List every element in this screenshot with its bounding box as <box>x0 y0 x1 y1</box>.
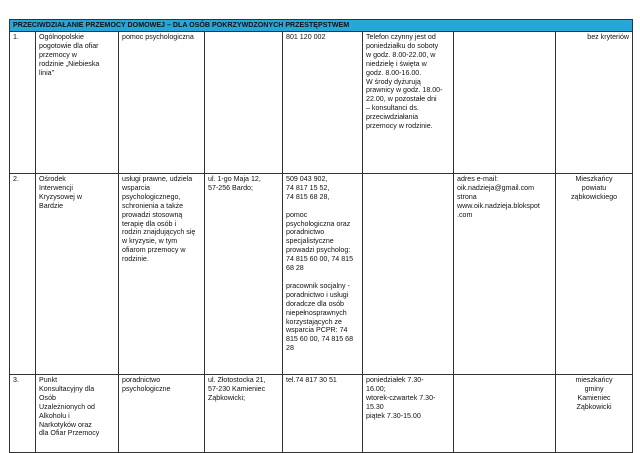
services-table <box>9 19 633 453</box>
table-row <box>10 375 633 453</box>
table-row <box>10 174 633 375</box>
contact-cell <box>454 375 556 453</box>
phone-cell: 801 120 002 <box>283 32 363 174</box>
services-cell: poradnictwo psychologiczne <box>119 375 205 453</box>
address-cell: ul. 1-go Maja 12, 57-256 Bardo; <box>205 174 283 375</box>
services-cell: usługi prawne, udziela wsparcia psychologicznego, schronienia a także prowadzi stosowną terapię dla osób i rodzin znajdujących się w kryzysie, w tym ofiarom przemocy w rodzinie. <box>119 174 205 375</box>
table-header-row <box>10 20 633 32</box>
institution-name: Punkt Konsultacyjny dla Osób Uzależnionych od Alkoholu i Narkotyków oraz dla Ofiar Przemocy <box>36 375 119 453</box>
address-cell: ul. Złotostocka 21, 57-230 Kamieniec Ząbkowicki; <box>205 375 283 453</box>
phone-cell: tel.74 817 30 51 <box>283 375 363 453</box>
row-number: 2. <box>10 174 36 375</box>
table-title: PRZECIWDZIAŁANIE PRZEMOCY DOMOWEJ – DLA OSÓB POKRZYWDZONYCH PRZESTĘPSTWEM <box>10 20 633 32</box>
address-cell <box>205 32 283 174</box>
contact-cell: adres e-mail: oik.nadzieja@gmail.com strona www.oik.nadzieja.blokspot .com <box>454 174 556 375</box>
services-cell: pomoc psychologiczna <box>119 32 205 174</box>
row-number: 3. <box>10 375 36 453</box>
hours-cell: Telefon czynny jest od poniedziałku do soboty w godz. 8.00-22.00, w niedzielę i święta w godz. 8.00-16.00. W środy dyżurują prawnicy w godz. 18.00- 22.00, w pozostałe dni – konsultanci ds. przeciwdziałania przemocy w rodzinie. <box>363 32 454 174</box>
phone-cell: 509 043 902, 74 817 15 52, 74 815 68 28, pomoc psychologiczna oraz poradnictwo specjalistyczne prowadzi psycholog: 74 815 60 00, 74 815 68 28 pracownik socjalny - poradnictwo i usługi doradcze dla osób niepełnosprawnych korzystających ze wsparcia PCPR: 74 815 60 00, 74 815 68 28 <box>283 174 363 375</box>
institution-name: Ośrodek Interwencji Kryzysowej w Bardzie <box>36 174 119 375</box>
institution-name: Ogólnopolskie pogotowie dla ofiar przemocy w rodzinie „Niebieska linia” <box>36 32 119 174</box>
hours-cell: poniedziałek 7.30- 16.00; wtorek-czwartek 7.30- 15.30 piątek 7.30-15.00 <box>363 375 454 453</box>
table-row <box>10 32 633 174</box>
criteria-cell: mieszkańcy gminy Kamieniec Ząbkowicki <box>556 375 633 453</box>
contact-cell <box>454 32 556 174</box>
row-number: 1. <box>10 32 36 174</box>
criteria-cell: bez kryteriów <box>556 32 633 174</box>
criteria-cell: Mieszkańcy powiatu ząbkowickiego <box>556 174 633 375</box>
hours-cell <box>363 174 454 375</box>
